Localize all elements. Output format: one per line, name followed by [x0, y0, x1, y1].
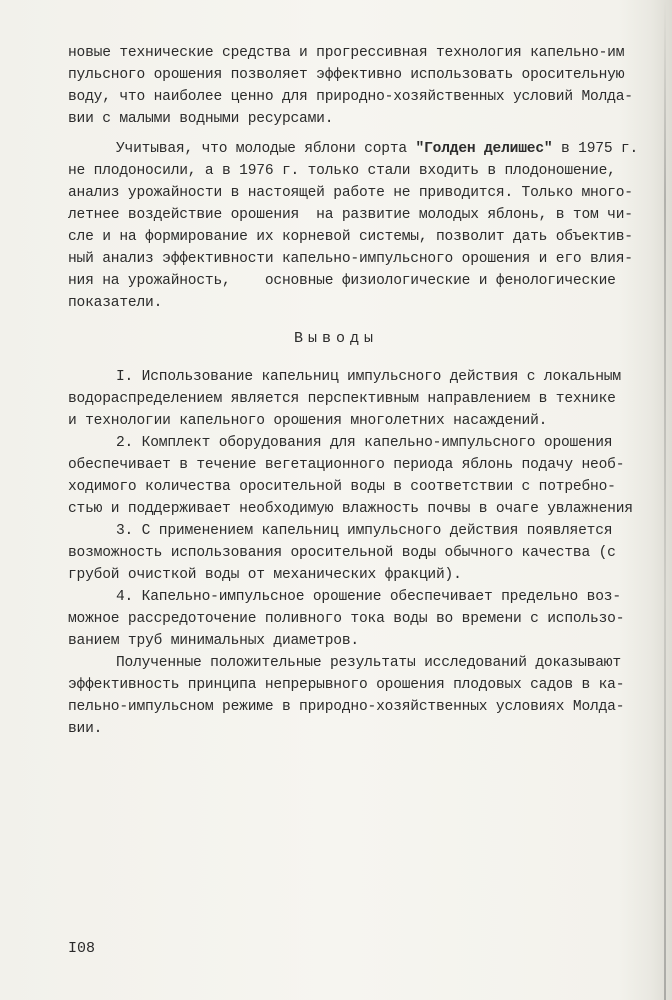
text-line: можное рассредоточение поливного тока воды во времени с использо-: [68, 611, 625, 627]
text-line: обеспечивает в течение вегетационного периода яблонь подачу необ-: [68, 457, 625, 473]
text-fragment: Учитывая, что молодые яблони сорта: [116, 141, 416, 157]
paragraph-intro: [68, 42, 664, 130]
text-line: ный анализ эффективности капельно-импульсного орошения и его влия-: [68, 251, 633, 267]
text-line: 3. С применением капельниц импульсного действия появляется: [116, 523, 613, 539]
text-line: летнее воздействие орошения на развитие молодых яблонь, в том чи-: [68, 207, 633, 223]
text-fragment: в 1975 г.: [552, 141, 639, 157]
text-line: новые технические средства и прогрессивная технология капельно-им: [68, 45, 625, 61]
text-line: эффективность принципа непрерывного орошения плодовых садов в ка-: [68, 677, 625, 693]
text-line: стью и поддерживает необходимую влажность почвы в очаге увлажнения: [68, 501, 633, 517]
text-line: не плодоносили, а в 1976 г. только стали входить в плодоношение,: [68, 163, 616, 179]
text-line: грубой очисткой воды от механических фракций).: [68, 567, 462, 583]
text-line: сле и на формирование их корневой системы, позволит дать объектив-: [68, 229, 633, 245]
text-line: воду, что наиболее ценно для природно-хозяйственных условий Молда-: [68, 89, 633, 105]
conclusion-3: [68, 520, 664, 586]
text-line: показатели.: [68, 295, 163, 311]
text-line: 4. Капельно-импульсное орошение обеспечивает предельно воз-: [116, 589, 621, 605]
text-line: пельно-импульсном режиме в природно-хозяйственных условиях Молда-: [68, 699, 625, 715]
text-line: ходимого количества оросительной воды в соответствии с потребно-: [68, 479, 616, 495]
conclusion-2: [68, 432, 664, 520]
text-line: ванием труб минимальных диаметров.: [68, 633, 359, 649]
paragraph-second: [68, 138, 664, 314]
page-number: I08: [68, 940, 96, 957]
text-line: анализ урожайности в настоящей работе не приводится. Только много-: [68, 185, 633, 201]
page-edge-shadow: [664, 0, 666, 1000]
text-line: пульсного орошения позволяет эффективно использовать оросительную: [68, 67, 625, 83]
text-line: вии с малыми водными ресурсами.: [68, 111, 334, 127]
conclusion-1: [68, 366, 664, 432]
variety-name: "Голден делишес": [415, 141, 553, 157]
conclusion-4: [68, 586, 664, 652]
text-line: 2. Комплект оборудования для капельно-импульсного орошения: [116, 435, 613, 451]
text-line: возможность использования оросительной воды обычного качества (с: [68, 545, 616, 561]
text-line: и технологии капельного орошения многолетних насаждений.: [68, 413, 548, 429]
text-line: вии.: [68, 721, 103, 737]
text-line: [68, 138, 664, 160]
section-heading: Выводы: [293, 330, 378, 347]
text-line: ния на урожайность, основные физиологические и фенологические: [68, 273, 616, 289]
text-line: Полученные положительные результаты исследований доказывают: [116, 655, 621, 671]
text-line: I. Использование капельниц импульсного действия с локальным: [116, 369, 621, 385]
text-line: водораспределением является перспективным направлением в технике: [68, 391, 616, 407]
conclusion-final: [68, 652, 664, 740]
